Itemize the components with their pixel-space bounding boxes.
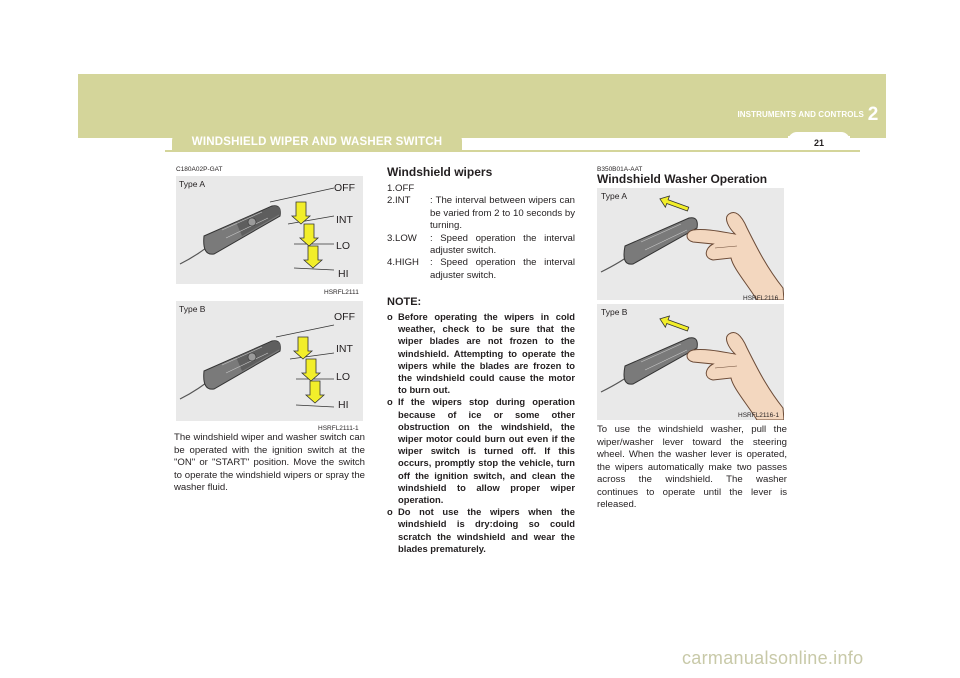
figure-code: HSRFL2111-1 — [318, 425, 359, 432]
figure-type-b-washer — [597, 304, 784, 420]
chapter-title: INSTRUMENTS AND CONTROLS — [737, 110, 864, 119]
windshield-wipers-heading: Windshield wipers — [387, 165, 493, 179]
position-label-int: INT — [336, 343, 353, 355]
figure-type-a-washer — [597, 188, 784, 300]
position-label-int: INT — [336, 214, 353, 226]
list-item: 2.INT : The interval between wipers can be varied from 2 to 10 seconds by turning. — [387, 195, 575, 232]
note-heading: NOTE: — [387, 296, 422, 308]
section-divider — [165, 150, 860, 152]
list-item: 3.LOW : Speed operation the interval adjuster switch. — [387, 232, 575, 257]
position-label-hi: HI — [338, 399, 349, 411]
list-item: 4.HIGH : Speed operation the interval adjuster switch. — [387, 257, 575, 281]
note-list — [387, 311, 575, 555]
figure-type-label: Type A — [179, 179, 205, 189]
figure-code: HSRFL2116-1 — [738, 412, 780, 419]
figure-code: HSRFL2116 — [743, 295, 779, 302]
figure-type-a-wiper — [176, 176, 363, 284]
arrow-icon — [597, 188, 784, 300]
header-band — [78, 74, 886, 138]
left-section-code: C180A02P-GAT — [176, 166, 223, 173]
position-label-off: OFF — [334, 311, 355, 323]
figure-type-label: Type A — [601, 191, 627, 201]
figure-type-label: Type B — [179, 304, 206, 314]
chapter-number: 2 — [867, 104, 879, 125]
position-label-lo: LO — [336, 240, 351, 252]
list-item: o If the wipers stop during operation because of ice or some other obstruction on the windshield, the wiper motor could burn out even if the wiper switch is turned off. If this occurs, promptly stop the vehicle, turn off the ignition switch, and clean the windshield to allow proper wiper operation. — [387, 396, 575, 506]
watermark: carmanualsonline.info — [682, 648, 864, 668]
arrow-icon — [597, 304, 784, 420]
left-body-text: The windshield wiper and washer switch can be operated with the ignition switch at the "ON" or "START" position. Move the switch to operate the windshield wipers or spray the washer fluid. — [174, 432, 365, 493]
page-number: 21 — [788, 136, 850, 150]
figure-type-b-wiper — [176, 301, 363, 421]
figure-code: HSRFL2111 — [324, 289, 359, 296]
position-label-lo: LO — [336, 371, 351, 383]
right-section-code: B350B01A-AAT — [597, 166, 643, 173]
right-body-text: To use the windshield washer, pull the wiper/washer lever toward the steering wheel. When the washer lever is operated, the wipers automatically make two passes across the windshield. The washer continues to operate until the lever is released. — [597, 424, 787, 510]
washer-operation-heading: Windshield Washer Operation — [597, 172, 768, 186]
position-label-off: OFF — [334, 182, 355, 194]
list-item: o Do not use the wipers when the windshield is dry:doing so could scratch the windshield and wear the blades prematurely. — [387, 506, 575, 554]
list-item: 1.OFF — [387, 183, 415, 194]
section-title: WINDSHIELD WIPER AND WASHER SWITCH — [172, 130, 462, 152]
list-item: o Before operating the wipers in cold weather, check to be sure that the wiper blades are not frozen to the windshield. Attempting to operate the wipers while the blades are frozen to the windshield could cause the motor to burn out. — [387, 311, 575, 396]
position-label-hi: HI — [338, 268, 349, 280]
figure-type-label: Type B — [601, 307, 628, 317]
wiper-positions-list — [387, 183, 575, 282]
